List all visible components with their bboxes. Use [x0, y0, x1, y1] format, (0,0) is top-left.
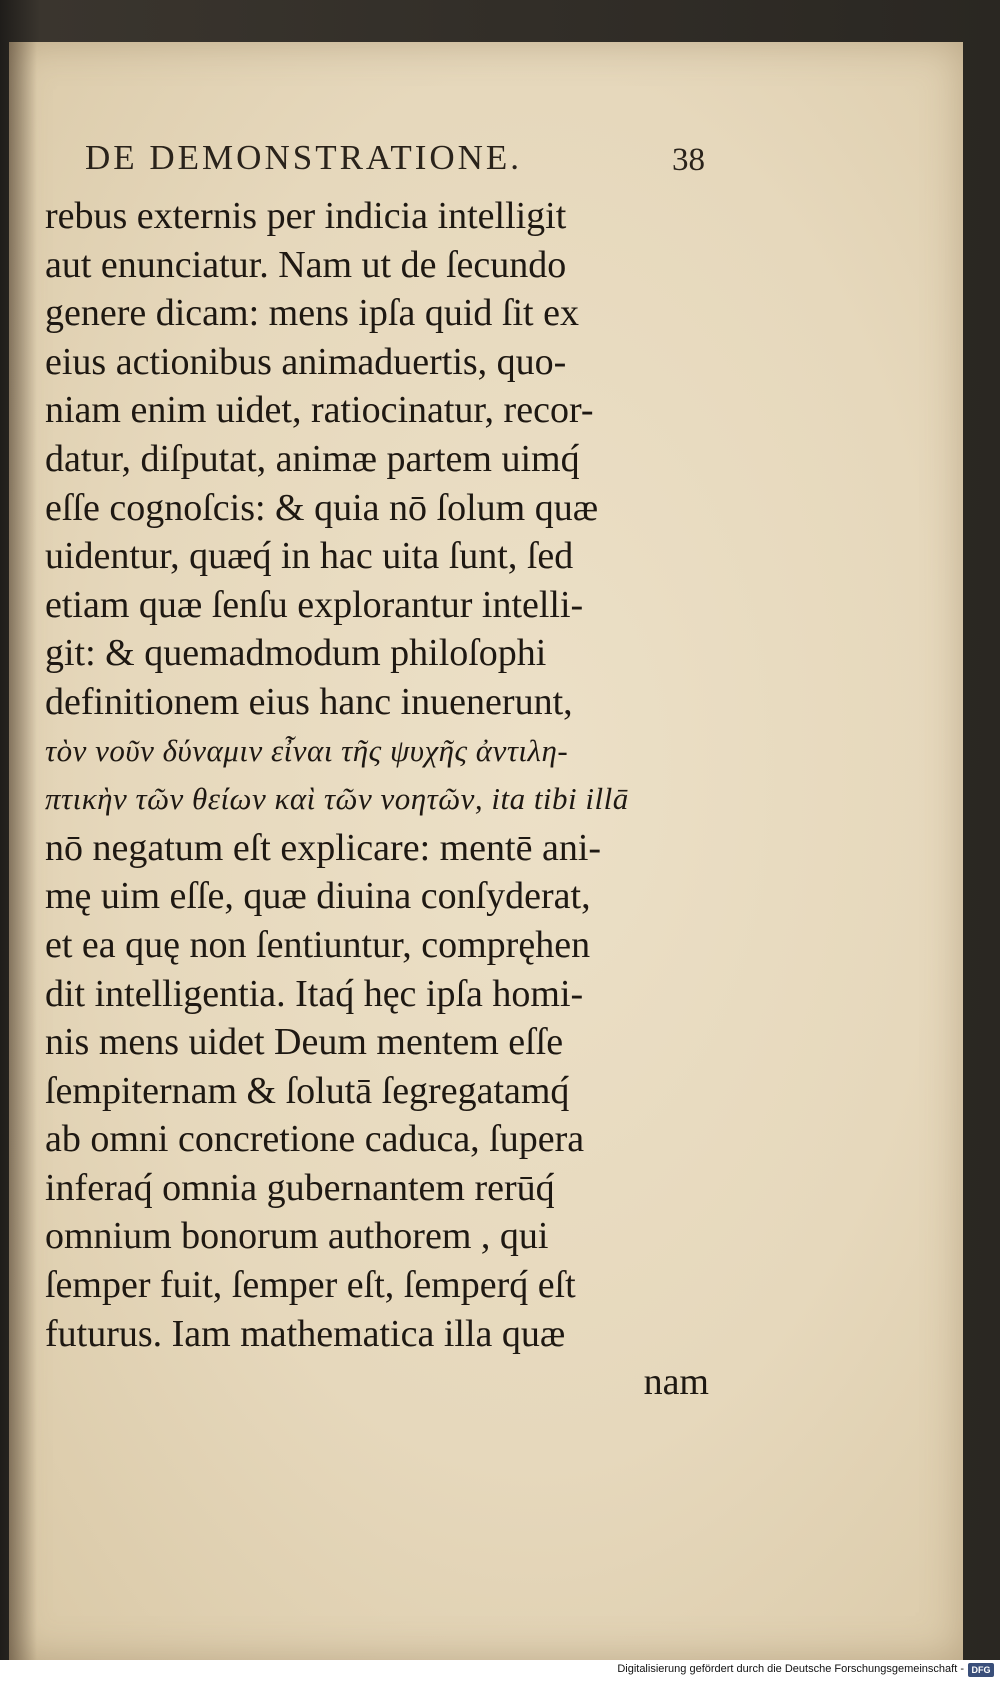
text-line: ab omni concretione caduca, ſupera: [45, 1118, 585, 1161]
text-line: uidentur, quæq́ in hac uita ſunt, ſed: [45, 535, 574, 578]
footer-credit: Digitalisierung gefördert durch die Deutsche Forschungsgemeinschaft -: [617, 1663, 964, 1675]
text-line: eſſe cognoſcis: & quia nō ſolum quæ: [45, 486, 599, 529]
folio-number: 38: [672, 142, 705, 178]
text-line: definitionem eius hanc inuenerunt,: [45, 680, 573, 723]
text-line: nō negatum eſt explicare: mentē ani-: [45, 826, 602, 869]
text-line: git: & quemadmodum philoſophi: [45, 632, 547, 675]
text-line: inferaq́ omnia gubernantem rerūq́: [45, 1166, 555, 1209]
text-line: ſemper fuit, ſemper eſt, ſemperq́ eſt: [45, 1264, 576, 1307]
text-line: nis mens uidet Deum mentem eſſe: [45, 1021, 564, 1064]
binding-shadow: [9, 42, 37, 1660]
text-line: aut enunciatur. Nam ut de ſecundo: [45, 243, 567, 286]
text-line: dit intelligentia. Itaq́ hęc ipſa homi-: [45, 972, 584, 1015]
text-line: niam enim uidet, ratiocinatur, recor-: [45, 389, 594, 432]
footer-bar: [0, 1660, 1000, 1681]
text-line: genere dicam: mens ipſa quid ſit ex: [45, 292, 579, 335]
text-line: omnium bonorum authorem , qui: [45, 1215, 549, 1258]
book-page: [9, 42, 963, 1660]
greek-text-line: τὸν νοῦν δύναμιν εἶναι τῆς ψυχῆς ἀντιλη-: [45, 732, 569, 768]
text-line: datur, diſputat, animæ partem uimq́: [45, 437, 580, 480]
text-line: rebus externis per indicia intelligit: [45, 195, 567, 237]
text-line: etiam quæ ſenſu explorantur intelli-: [45, 583, 584, 626]
page-header: [85, 138, 705, 190]
text-line: eius actionibus animaduertis, quo-: [45, 340, 567, 383]
text-block: [45, 192, 735, 1407]
text-line: et ea quę non ſentiuntur, compręhen: [45, 923, 591, 966]
text-line: mę uim eſſe, quæ diuina conſyderat,: [45, 875, 591, 918]
text-line: futurus. Iam mathematica illa quæ: [45, 1312, 566, 1355]
text-line: ſempiternam & ſolutā ſegregatamq́: [45, 1069, 570, 1112]
catchword: nam: [643, 1361, 709, 1404]
greek-text-line: πτικὴν τῶν θείων καὶ τῶν νοητῶν, ita tibi illā: [45, 781, 629, 817]
dfg-logo: DFG: [968, 1663, 994, 1677]
running-title: DE DEMONSTRATIONE.: [85, 138, 523, 177]
